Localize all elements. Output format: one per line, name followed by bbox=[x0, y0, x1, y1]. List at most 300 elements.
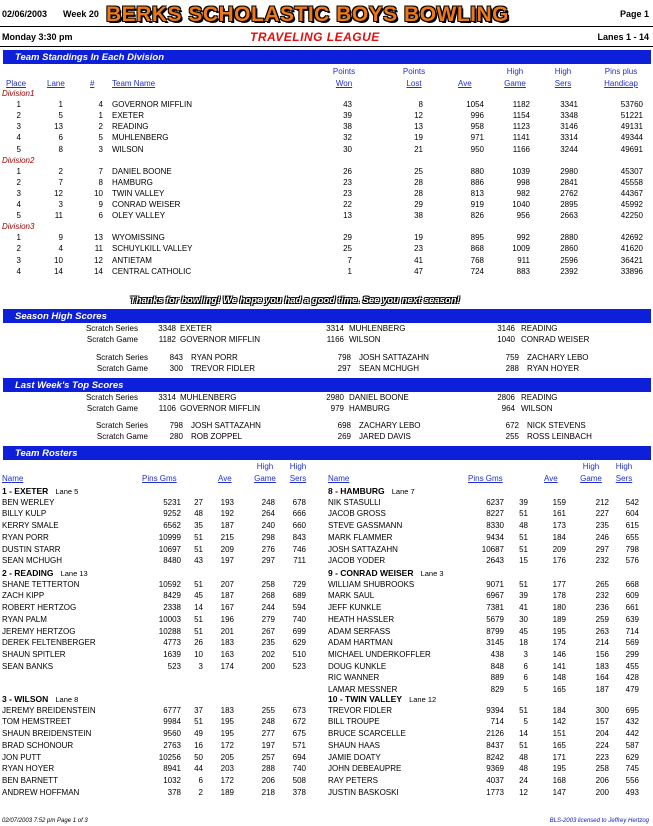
score-name: RYAN PORR bbox=[191, 353, 238, 362]
footer-license: BLS-2003 licensed to Jeffrey Hertzog bbox=[549, 818, 649, 824]
score-name: RYAN HOYER bbox=[527, 364, 580, 373]
player-stat: 571 bbox=[292, 740, 306, 750]
player-stat: 1639 bbox=[163, 649, 181, 659]
standings-cell: 7 bbox=[98, 166, 103, 176]
player-name: SHAUN HAAS bbox=[328, 740, 381, 750]
standings-cell: 8 bbox=[418, 100, 423, 110]
standings-cell: 13 bbox=[94, 233, 103, 243]
player-name: RYAN PALM bbox=[2, 614, 47, 624]
standings-cell: DANIEL BOONE bbox=[112, 166, 172, 176]
standings-cell: 3244 bbox=[560, 144, 578, 154]
player-name: DEREK FELTENBERGER bbox=[2, 638, 96, 648]
score-value: 3146 bbox=[497, 324, 515, 333]
standings-cell: 2663 bbox=[560, 211, 578, 221]
standings-cell: 2980 bbox=[560, 166, 578, 176]
player-stat: 714 bbox=[625, 626, 639, 636]
standings-cell: 45307 bbox=[620, 166, 643, 176]
player-stat: 523 bbox=[292, 661, 306, 671]
player-stat: 5679 bbox=[486, 614, 504, 624]
standings-cell: 2392 bbox=[560, 266, 578, 276]
standings-cell: CONRAD WEISER bbox=[112, 200, 181, 209]
player-stat: 615 bbox=[625, 521, 639, 531]
player-stat: 27 bbox=[194, 497, 203, 507]
player-stat: 193 bbox=[220, 497, 234, 507]
player-stat: 147 bbox=[552, 787, 566, 797]
player-stat: 180 bbox=[552, 603, 566, 613]
report-date: 02/06/2003 bbox=[2, 9, 48, 19]
standings-cell: 3348 bbox=[560, 111, 578, 121]
roster-col-name: Name bbox=[328, 474, 350, 483]
player-name: JAMIE DOATY bbox=[328, 752, 381, 762]
player-stat: 6777 bbox=[163, 705, 181, 715]
score-name: MUHLENBERG bbox=[349, 324, 406, 333]
player-stat: 609 bbox=[625, 591, 639, 601]
player-stat: 240 bbox=[261, 521, 275, 531]
player-stat: 276 bbox=[261, 544, 275, 554]
score-row-label: Scratch Game bbox=[96, 432, 148, 441]
player-stat: 288 bbox=[261, 764, 275, 774]
standings-cell: 4 bbox=[98, 100, 103, 110]
player-stat: 556 bbox=[625, 775, 639, 785]
player-name: BILL TROUPE bbox=[328, 717, 380, 727]
footer-printed: 02/07/2003 7:52 pm Page 1 of 3 bbox=[2, 818, 88, 824]
player-stat: 9560 bbox=[163, 729, 181, 739]
player-stat: 594 bbox=[292, 603, 306, 613]
standings-cell: 2 bbox=[58, 166, 63, 176]
standings-cell: 5 bbox=[16, 144, 21, 154]
standings-cell: 2596 bbox=[560, 255, 578, 265]
player-stat: 639 bbox=[625, 614, 639, 624]
standings-cell: WYOMISSING bbox=[112, 233, 165, 243]
player-stat: 30 bbox=[519, 614, 528, 624]
standings-cell: 5 bbox=[58, 111, 63, 121]
player-stat: 297 bbox=[261, 556, 275, 566]
player-stat: 192 bbox=[220, 509, 234, 519]
player-stat: 35 bbox=[194, 521, 203, 531]
player-stat: 212 bbox=[595, 497, 609, 507]
standings-cell: 5 bbox=[16, 211, 21, 221]
standings-cell: 23 bbox=[343, 188, 352, 198]
player-stat: 50 bbox=[194, 752, 203, 762]
standings-cell: 8 bbox=[58, 144, 63, 154]
player-stat: 187 bbox=[220, 521, 234, 531]
player-stat: 9984 bbox=[163, 717, 181, 727]
standings-cell: 28 bbox=[414, 188, 423, 198]
player-stat: 157 bbox=[595, 717, 609, 727]
standings-cell: 911 bbox=[517, 255, 530, 265]
player-stat: 189 bbox=[220, 787, 234, 797]
rosters-section-title: Team Rosters bbox=[15, 448, 78, 459]
player-stat: 378 bbox=[292, 787, 306, 797]
roster-col-high-sers-2: Sers bbox=[289, 474, 307, 483]
player-stat: 248 bbox=[261, 497, 275, 507]
roster-team-name: 2 - READING bbox=[2, 568, 54, 578]
player-stat: 829 bbox=[490, 685, 504, 694]
standings-cell: 895 bbox=[470, 233, 484, 243]
player-stat: 173 bbox=[552, 521, 566, 531]
player-stat: 672 bbox=[292, 717, 306, 727]
standings-cell: 14 bbox=[94, 266, 103, 276]
standings-cell: ANTIETAM bbox=[112, 255, 152, 265]
player-stat: 195 bbox=[220, 717, 234, 727]
player-stat: 3 bbox=[523, 649, 528, 659]
standings-cell: 6 bbox=[98, 211, 103, 221]
player-stat: 187 bbox=[220, 591, 234, 601]
col-high-sers-2: Sers bbox=[554, 79, 572, 88]
player-stat: 10687 bbox=[481, 544, 504, 554]
score-value: 280 bbox=[169, 432, 183, 441]
standings-cell: 971 bbox=[470, 133, 484, 143]
player-stat: 455 bbox=[625, 661, 639, 671]
player-stat: 268 bbox=[261, 591, 275, 601]
player-stat: 163 bbox=[220, 649, 234, 659]
player-stat: 8429 bbox=[163, 591, 181, 601]
player-stat: 378 bbox=[167, 787, 181, 797]
standings-cell: 29 bbox=[343, 233, 352, 243]
player-stat: 200 bbox=[261, 661, 275, 671]
score-name: CONRAD WEISER bbox=[521, 335, 590, 344]
player-stat: 148 bbox=[552, 673, 566, 683]
player-stat: 176 bbox=[552, 556, 566, 566]
player-stat: 5231 bbox=[163, 497, 181, 507]
player-stat: 189 bbox=[552, 614, 566, 624]
player-stat: 277 bbox=[261, 729, 275, 739]
player-stat: 740 bbox=[292, 764, 306, 774]
standings-cell: 8 bbox=[98, 177, 103, 187]
player-name: DOUG KUNKLE bbox=[328, 661, 387, 671]
player-stat: 10288 bbox=[158, 626, 181, 636]
standings-cell: 13 bbox=[414, 122, 423, 132]
score-row-label: Scratch Series bbox=[85, 393, 138, 402]
player-stat: 9369 bbox=[486, 764, 504, 774]
player-name: KERRY SMALE bbox=[2, 521, 59, 531]
player-stat: 165 bbox=[552, 740, 566, 750]
player-stat: 51 bbox=[194, 626, 203, 636]
player-stat: 298 bbox=[261, 532, 275, 542]
roster-team-name: 3 - WILSON bbox=[2, 694, 49, 704]
standings-cell: 3 bbox=[16, 255, 21, 265]
player-name: RYAN PORR bbox=[2, 532, 49, 542]
standings-cell: 2 bbox=[16, 177, 21, 187]
roster-team-lane: Lane 3 bbox=[420, 569, 444, 578]
player-name: JUSTIN BASKOSKI bbox=[328, 787, 399, 797]
player-name: SEAN MCHUGH bbox=[2, 556, 63, 566]
player-name: ZACH KIPP bbox=[2, 591, 45, 601]
score-name: WILSON bbox=[521, 404, 553, 413]
player-stat: 202 bbox=[261, 649, 275, 659]
player-stat: 178 bbox=[552, 591, 566, 601]
player-stat: 48 bbox=[519, 521, 528, 531]
player-stat: 206 bbox=[595, 775, 609, 785]
standings-cell: 2 bbox=[16, 111, 21, 121]
standings-cell: 7 bbox=[58, 177, 63, 187]
player-stat: 51 bbox=[194, 544, 203, 554]
player-name: BRAD SCHONOUR bbox=[2, 740, 74, 750]
player-stat: 10 bbox=[194, 649, 203, 659]
player-stat: 167 bbox=[220, 603, 234, 613]
player-stat: 246 bbox=[595, 532, 609, 542]
player-stat: 508 bbox=[292, 775, 306, 785]
player-stat: 183 bbox=[220, 638, 234, 648]
player-stat: 629 bbox=[292, 638, 306, 648]
player-stat: 51 bbox=[194, 532, 203, 542]
player-stat: 174 bbox=[220, 661, 234, 671]
player-stat: 8227 bbox=[486, 509, 504, 519]
standings-cell: 28 bbox=[414, 177, 423, 187]
player-name: STEVE GASSMANN bbox=[328, 521, 403, 531]
player-name: JACOB GROSS bbox=[328, 509, 386, 519]
player-stat: 184 bbox=[552, 532, 566, 542]
roster-col-high-game-2: Game bbox=[580, 474, 602, 483]
standings-cell: 1 bbox=[98, 111, 103, 121]
player-stat: 668 bbox=[625, 579, 639, 589]
player-stat: 8242 bbox=[486, 752, 504, 762]
player-stat: 177 bbox=[552, 579, 566, 589]
page-label: Page 1 bbox=[619, 9, 649, 19]
player-stat: 227 bbox=[595, 509, 609, 519]
standings-cell: 1 bbox=[16, 100, 21, 110]
standings-cell: 53760 bbox=[620, 100, 643, 110]
col-points-lost-1: Points bbox=[402, 67, 426, 76]
standings-cell: 43 bbox=[343, 100, 352, 110]
player-name: ROBERT HERTZOG bbox=[2, 603, 77, 613]
score-name: GOVERNOR MIFFLIN bbox=[180, 335, 261, 344]
standings-cell: 49344 bbox=[620, 133, 643, 143]
player-stat: 660 bbox=[292, 521, 306, 531]
player-name: JOHN DEBEAUPRE bbox=[328, 764, 402, 774]
standings-cell: 1 bbox=[16, 233, 21, 243]
player-name: MARK SAUL bbox=[328, 591, 375, 601]
player-stat: 203 bbox=[220, 764, 234, 774]
division-label: Division1 bbox=[2, 89, 35, 98]
player-stat: 8480 bbox=[163, 556, 181, 566]
standings-cell: 13 bbox=[54, 122, 63, 132]
player-stat: 51 bbox=[519, 740, 528, 750]
player-stat: 510 bbox=[292, 649, 306, 659]
score-value: 3314 bbox=[326, 324, 344, 333]
standings-cell: 4 bbox=[58, 244, 63, 254]
player-stat: 151 bbox=[552, 729, 566, 739]
player-stat: 848 bbox=[490, 661, 504, 671]
standings-cell: 11 bbox=[94, 244, 103, 254]
standings-cell: 9 bbox=[98, 200, 103, 209]
standings-cell: 3341 bbox=[560, 100, 578, 110]
player-stat: 3145 bbox=[486, 638, 504, 648]
standings-cell: 26 bbox=[343, 166, 352, 176]
player-stat: 264 bbox=[261, 509, 275, 519]
player-stat: 18 bbox=[519, 638, 528, 648]
standings-cell: 41620 bbox=[620, 244, 643, 254]
standings-cell: SCHUYLKILL VALLEY bbox=[112, 244, 193, 254]
standings-cell: 12 bbox=[94, 255, 103, 265]
player-name: HEATH HASSLER bbox=[328, 614, 395, 624]
player-stat: 232 bbox=[595, 556, 609, 566]
player-stat: 45 bbox=[194, 591, 203, 601]
standings-section-title: Team Standings In Each Division bbox=[15, 52, 165, 63]
player-stat: 604 bbox=[625, 509, 639, 519]
standings-cell: 3 bbox=[16, 188, 21, 198]
roster-team-name: 10 - TWIN VALLEY bbox=[328, 694, 402, 704]
roster-col-ave: Ave bbox=[544, 474, 558, 483]
player-stat: 39 bbox=[519, 591, 528, 601]
player-name: NIK STASULLI bbox=[328, 497, 381, 507]
player-stat: 183 bbox=[220, 705, 234, 715]
score-value: 3348 bbox=[158, 324, 176, 333]
standings-cell: 998 bbox=[516, 177, 530, 187]
player-stat: 197 bbox=[261, 740, 275, 750]
standings-cell: 7 bbox=[347, 255, 352, 265]
player-name: RIC WANNER bbox=[328, 673, 380, 683]
col-high-game-1: High bbox=[506, 67, 524, 76]
standings-cell: 1054 bbox=[466, 100, 484, 110]
standings-cell: 38 bbox=[343, 122, 352, 132]
player-stat: 576 bbox=[625, 556, 639, 566]
standings-cell: 880 bbox=[470, 166, 484, 176]
standings-cell: 29 bbox=[414, 200, 423, 209]
score-value: 698 bbox=[337, 421, 351, 430]
player-stat: 8941 bbox=[163, 764, 181, 774]
standings-cell: 23 bbox=[414, 244, 423, 254]
standings-cell: 12 bbox=[54, 188, 63, 198]
col-team: Team Name bbox=[112, 79, 156, 88]
player-name: MARK FLAMMER bbox=[328, 532, 393, 542]
player-stat: 267 bbox=[261, 626, 275, 636]
player-stat: 195 bbox=[552, 626, 566, 636]
player-stat: 2763 bbox=[163, 740, 181, 750]
standings-section-bar bbox=[3, 50, 651, 64]
player-name: ADAM SERFASS bbox=[328, 626, 391, 636]
roster-col-high-sers-2: Sers bbox=[615, 474, 633, 483]
score-row-label: Scratch Series bbox=[95, 421, 148, 430]
player-stat: 714 bbox=[490, 717, 504, 727]
roster-team-lane: Lane 8 bbox=[55, 695, 79, 704]
standings-cell: 813 bbox=[470, 188, 484, 198]
report-title: BERKS SCHOLASTIC BOYS BOWLING bbox=[106, 3, 510, 26]
player-stat: 205 bbox=[220, 752, 234, 762]
score-name: ROSS LEINBACH bbox=[527, 432, 592, 441]
player-stat: 746 bbox=[292, 544, 306, 554]
player-stat: 629 bbox=[625, 752, 639, 762]
score-value: 964 bbox=[501, 404, 515, 413]
player-stat: 159 bbox=[552, 497, 566, 507]
player-stat: 255 bbox=[261, 705, 275, 715]
roster-col-ave: Ave bbox=[218, 474, 232, 483]
player-stat: 12 bbox=[519, 787, 528, 797]
standings-cell: 32 bbox=[343, 133, 352, 143]
player-name: ADAM HARTMAN bbox=[328, 638, 393, 648]
col-points-won-1: Points bbox=[332, 67, 356, 76]
player-stat: 587 bbox=[625, 740, 639, 750]
player-stat: 678 bbox=[292, 497, 306, 507]
player-name: SHAUN SPITLER bbox=[2, 649, 66, 659]
standings-cell: 919 bbox=[470, 200, 484, 209]
standings-cell: 14 bbox=[54, 266, 63, 276]
col-high-sers-1: High bbox=[554, 67, 572, 76]
standings-cell: 1040 bbox=[512, 200, 530, 209]
standings-cell: 992 bbox=[516, 233, 530, 243]
player-stat: 432 bbox=[625, 717, 639, 727]
player-stat: 215 bbox=[220, 532, 234, 542]
player-stat: 14 bbox=[194, 603, 203, 613]
player-stat: 843 bbox=[292, 532, 306, 542]
player-stat: 16 bbox=[194, 740, 203, 750]
player-stat: 5 bbox=[523, 717, 528, 727]
player-stat: 745 bbox=[625, 764, 639, 774]
col-lane: Lane bbox=[47, 79, 65, 88]
score-value: 798 bbox=[169, 421, 183, 430]
standings-cell: 4 bbox=[16, 200, 21, 209]
score-value: 2980 bbox=[326, 393, 344, 402]
score-value: 269 bbox=[337, 432, 351, 441]
standings-cell: 996 bbox=[470, 111, 484, 121]
player-name: ANDREW HOFFMAN bbox=[2, 787, 80, 797]
last-week-section-bar bbox=[3, 378, 651, 392]
player-stat: 43 bbox=[194, 556, 203, 566]
player-stat: 740 bbox=[292, 614, 306, 624]
score-value: 255 bbox=[505, 432, 519, 441]
player-stat: 232 bbox=[595, 591, 609, 601]
player-stat: 244 bbox=[261, 603, 275, 613]
player-stat: 666 bbox=[292, 509, 306, 519]
standings-cell: 1 bbox=[58, 100, 63, 110]
roster-team-lane: Lane 7 bbox=[391, 487, 415, 496]
standings-cell: 42250 bbox=[620, 211, 643, 221]
player-stat: 161 bbox=[552, 509, 566, 519]
standings-cell: 886 bbox=[470, 177, 484, 187]
player-name: DUSTIN STARR bbox=[2, 544, 61, 554]
player-stat: 195 bbox=[220, 729, 234, 739]
player-name: JON PUTT bbox=[2, 752, 42, 762]
player-stat: 6967 bbox=[486, 591, 504, 601]
player-stat: 2 bbox=[198, 787, 203, 797]
player-stat: 195 bbox=[552, 764, 566, 774]
col-points-won-2: Won bbox=[335, 79, 353, 88]
player-stat: 48 bbox=[194, 509, 203, 519]
standings-cell: 10 bbox=[54, 255, 63, 265]
player-stat: 10256 bbox=[158, 752, 181, 762]
score-name: ZACHARY LEBO bbox=[359, 421, 421, 430]
score-value: 843 bbox=[169, 353, 183, 362]
player-stat: 51 bbox=[519, 509, 528, 519]
lanes-label: Lanes 1 - 14 bbox=[597, 32, 649, 42]
standings-cell: 45992 bbox=[620, 200, 643, 209]
score-value: 300 bbox=[169, 364, 183, 373]
col-pins-hdcp-2: Handicap bbox=[604, 79, 638, 88]
roster-team-name: 8 - HAMBURG bbox=[328, 486, 385, 496]
player-stat: 224 bbox=[595, 740, 609, 750]
player-stat: 184 bbox=[552, 705, 566, 715]
player-stat: 279 bbox=[261, 614, 275, 624]
standings-cell: 1 bbox=[16, 166, 21, 176]
player-name: BEN BARNETT bbox=[2, 775, 59, 785]
standings-cell: EXETER bbox=[112, 111, 145, 121]
player-stat: 711 bbox=[293, 556, 306, 566]
score-value: 979 bbox=[330, 404, 344, 413]
player-stat: 49 bbox=[194, 729, 203, 739]
player-stat: 172 bbox=[220, 740, 234, 750]
score-name: READING bbox=[521, 393, 558, 402]
player-name: BRUCE SCARCELLE bbox=[328, 729, 406, 739]
standings-cell: 2 bbox=[16, 244, 21, 254]
player-stat: 51 bbox=[519, 579, 528, 589]
score-name: READING bbox=[521, 324, 558, 333]
standings-cell: WILSON bbox=[112, 144, 144, 154]
standings-cell: GOVERNOR MIFFLIN bbox=[112, 100, 193, 110]
player-stat: 51 bbox=[519, 532, 528, 542]
player-stat: 889 bbox=[490, 673, 504, 683]
score-value: 1040 bbox=[497, 335, 515, 344]
roster-col-name: Name bbox=[2, 474, 24, 483]
